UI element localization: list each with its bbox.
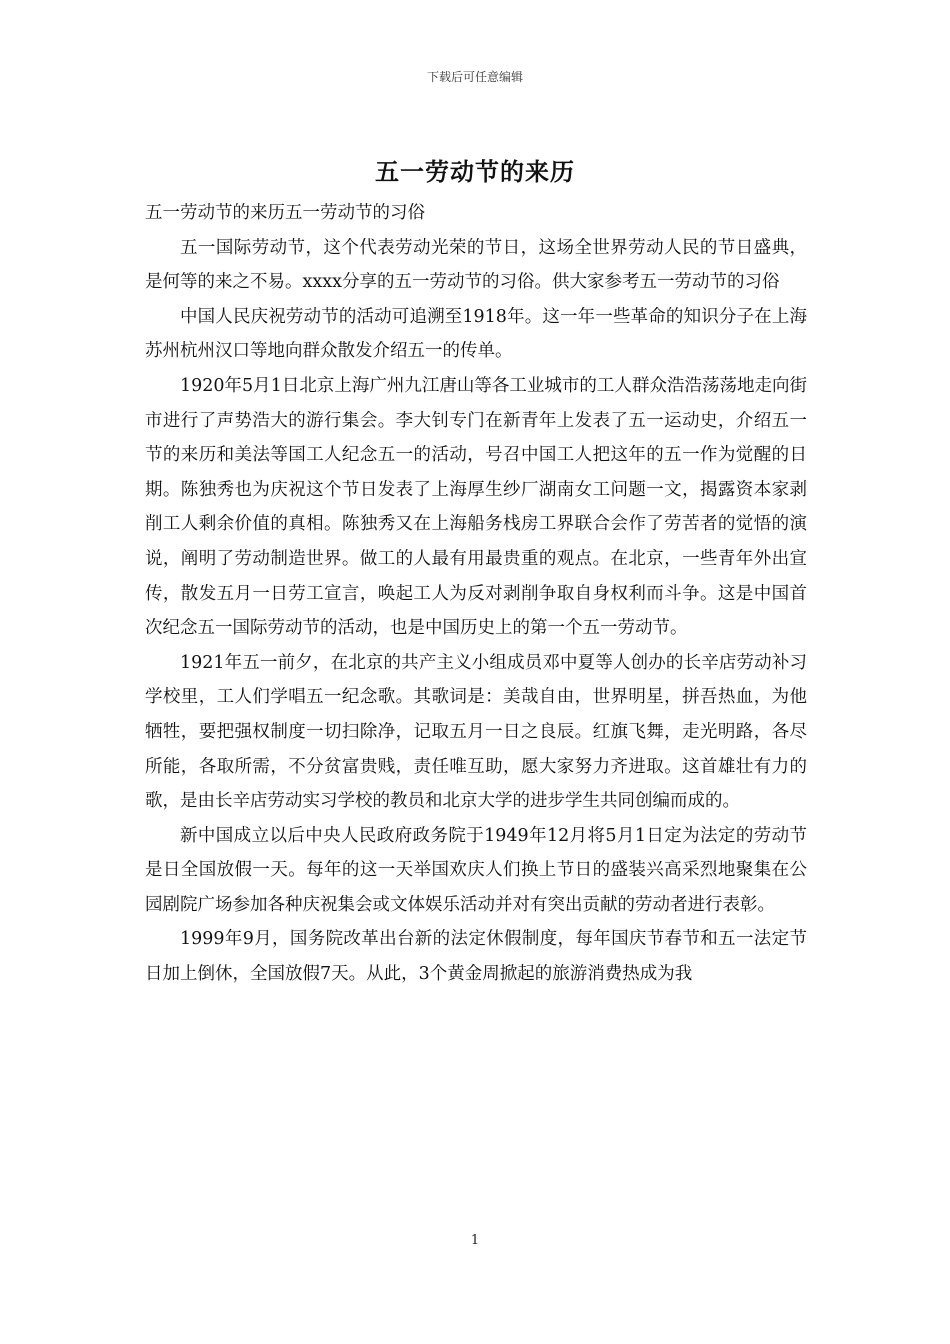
page-number: 1: [470, 1233, 480, 1248]
header-note: 下载后可任意编辑: [426, 70, 523, 84]
paragraph: 中国人民庆祝劳动节的活动可追溯至1918年。这一年一些革命的知识分子在上海苏州杭州汉口等地向群众散发介绍五一的传单。: [145, 306, 807, 362]
paragraph: 1920年5月1日北京上海广州九江唐山等各工业城市的工人群众浩浩荡荡地走向街市进行了声势浩大的游行集会。李大钊专门在新青年上发表了五一运动史，介绍五一节的来历和美法等国工人纪念五一的活动，号召中国工人把这年的五一作为觉醒的日期。陈独秀也为庆祝这个节日发表了上海厚生纱厂湖南女工问题一文，揭露资本家剥削工人剩余价值的真相。陈独秀又在上海船务栈房工界联合会作了劳苦者的觉悟的演说，阐明了劳动制造世界。做工的人最有用最贵重的观点。在北京，一些青年外出宣传，散发五月一日劳工宣言，唤起工人为反对剥削争取自身权利而斗争。这是中国首次纪念五一国际劳动节的活动，也是中国历史上的第一个五一劳动节。: [145, 375, 807, 639]
paragraph: 五一国际劳动节，这个代表劳动光荣的节日，这场全世界劳动人民的节日盛典，是何等的来之不易。xxxx分享的五一劳动节的习俗。供大家参考五一劳动节的习俗: [145, 237, 807, 293]
document-subtitle: 五一劳动节的来历五一劳动节的习俗: [145, 203, 425, 223]
document-body: [145, 196, 807, 992]
page-title: 五一劳动节的来历: [375, 158, 575, 186]
paragraph: 新中国成立以后中央人民政府政务院于1949年12月将5月1日定为法定的劳动节是日全国放假一天。每年的这一天举国欢庆人们换上节日的盛装兴高采烈地聚集在公园剧院广场参加各种庆祝集会或文体娱乐活动并对有突出贡献的劳动者进行表彰。: [145, 825, 807, 915]
paragraph: 1999年9月，国务院改革出台新的法定休假制度，每年国庆节春节和五一法定节日加上倒休，全国放假7天。从此，3个黄金周掀起的旅游消费热成为我: [145, 929, 807, 985]
paragraph: 1921年五一前夕，在北京的共产主义小组成员邓中夏等人创办的长辛店劳动补习学校里，工人们学唱五一纪念歌。其歌词是：美哉自由，世界明星，拼吾热血，为他牺牲，要把强权制度一切扫除净，记取五月一日之良辰。红旗飞舞，走光明路，各尽所能，各取所需，不分贫富贵贱，责任唯互助，愿大家努力齐进取。这首雄壮有力的歌，是由长辛店劳动实习学校的教员和北京大学的进步学生共同创编而成的。: [145, 652, 807, 812]
